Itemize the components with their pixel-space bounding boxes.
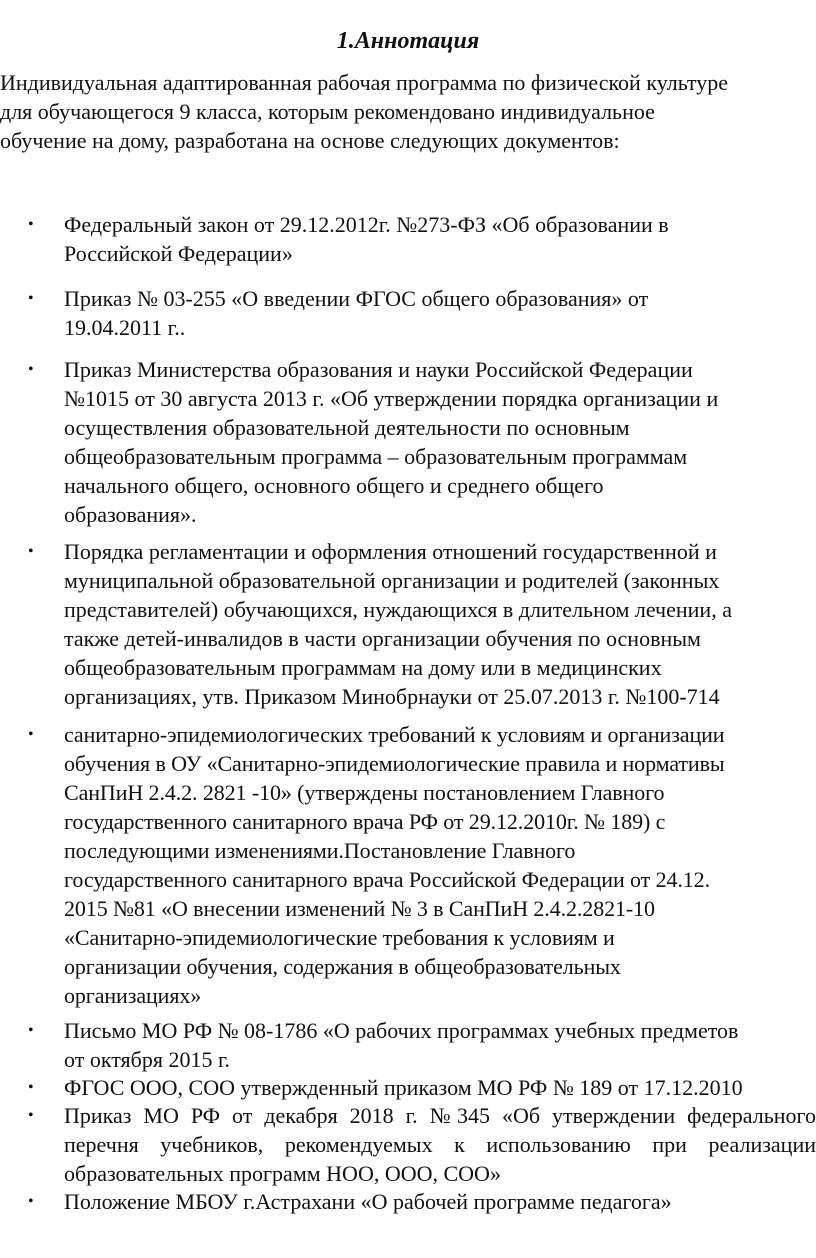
document-line: Положение МБОУ г.Астрахани «О рабочей программе педагога» [64,1189,672,1214]
document-line: 2015 №81 «О внесении изменений № 3 в СанПиН 2.4.2.2821-10 [64,896,655,921]
document-line: Российской Федерации» [64,241,293,266]
document-line: №1015 от 30 августа 2013 г. «Об утверждении порядка организации и [64,386,719,411]
document-line: перечня учебников, рекомендуемых к использованию при реализации [64,1132,816,1157]
document-line: Приказ Министерства образования и науки Российской Федерации [64,357,693,382]
document-line: санитарно-эпидемиологических требований к условиям и организации [64,722,725,747]
document-line: Письмо МО РФ № 08-1786 «О рабочих программах учебных предметов [64,1018,739,1043]
document-line: СанПиН 2.4.2. 2821 -10» (утверждены постановлением Главного [64,780,665,805]
bullet-icon: • [28,1107,34,1124]
document-line: общеобразовательным программа – образовательным программам [64,444,688,469]
document-line: начального общего, основного общего и среднего общего [64,473,604,498]
intro-paragraph [0,68,816,155]
document-line: ФГОС ООО, СОО утвержденный приказом МО РФ № 189 от 17.12.2010 [64,1075,743,1100]
document-line: организациях» [64,983,202,1008]
intro-line: обучение на дому, разработана на основе следующих документов: [0,128,620,153]
document-line: Федеральный закон от 29.12.2012г. №273-ФЗ «Об образовании в [64,212,669,237]
document-line: муниципальной образовательной организации и родителей (законных [64,568,720,593]
document-line: обучения в ОУ «Санитарно-эпидемиологические правила и нормативы [64,751,725,776]
document-line: 19.04.2011 г.. [64,315,186,340]
bullet-icon: • [28,361,34,378]
document-line: осуществления образовательной деятельности по основным [64,415,630,440]
document-line: организации обучения, содержания в общеобразовательных [64,954,621,979]
intro-line: для обучающегося 9 класса, которым рекомендовано индивидуальное [0,99,655,124]
document-line: общеобразовательным программам на дому или в медицинских [64,655,662,680]
bullet-icon: • [28,290,34,307]
page-title: 1.Аннотация [336,28,480,54]
document-line: Приказ МО РФ от декабря 2018 г. №345 «Об утверждении федерального [64,1103,816,1128]
document-line: Приказ № 03-255 «О введении ФГОС общего образования» от [64,286,649,311]
bullet-icon: • [28,1193,34,1210]
document-line: государственного санитарного врача Российской Федерации от 24.12. [64,867,710,892]
bullet-icon: • [28,216,34,233]
bullet-icon: • [28,1079,34,1096]
document-line: государственного санитарного врача РФ от 29.12.2010г. № 189) с [64,809,666,834]
bullet-icon: • [28,726,34,743]
document-line: образования». [64,502,197,527]
intro-line: Индивидуальная адаптированная рабочая программа по физической культуре [0,70,728,95]
document-line: «Санитарно-эпидемиологические требования к условиям и [64,925,615,950]
document-line: представителей) обучающихся, нуждающихся в длительном лечении, а [64,597,732,622]
document-line: также детей-инвалидов в части организации обучения по основным [64,626,701,651]
document-line: образовательных программ НОО, ООО, СОО» [64,1161,501,1186]
document-line: от октября 2015 г. [64,1047,231,1072]
document-line: последующими изменениями.Постановление Главного [64,838,576,863]
document-line: организациях, утв. Приказом Минобрнауки от 25.07.2013 г. №100-714 [64,684,720,709]
bullet-icon: • [28,1022,34,1039]
bullet-icon: • [28,543,34,560]
document-line: Порядка регламентации и оформления отношений государственной и [64,539,717,564]
